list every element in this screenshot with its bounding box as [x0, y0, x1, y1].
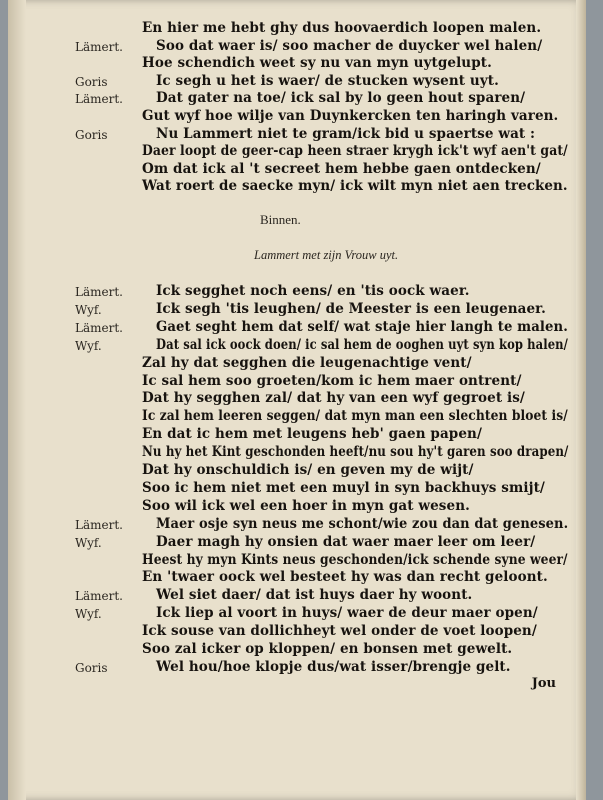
verse-text: Dat gater na toe/ ick sal by lo geen hout sparen/ [156, 90, 526, 107]
verse-text: Dat hy onschuldich is/ en geven my de wijt/ [142, 462, 474, 478]
verse-line [8, 301, 586, 319]
verse-line [8, 587, 586, 605]
verse-text: Wel siet daer/ dat ist huys daer hy woont. [156, 587, 473, 604]
verse-line [8, 408, 586, 426]
speaker-label: Lämert. [75, 517, 123, 532]
speaker-label: Lämert. [75, 285, 123, 299]
verse-line [8, 55, 586, 73]
speaker-label: Lämert. [75, 589, 123, 604]
verse-text: Gut wyf hoe wilje van Duynkercken ten haringh varen. [142, 108, 559, 124]
verse-line [8, 38, 586, 56]
book-page [8, 0, 586, 800]
speaker-label: Lämert. [75, 92, 123, 107]
verse-line [8, 498, 586, 516]
verse-line [8, 426, 586, 444]
verse-line [8, 605, 586, 623]
verse-text: Ick liep al voort in huys/ waer de deur maer open/ [156, 605, 538, 622]
verse-text: En 'twaer oock wel besteet hy was dan recht geloont. [142, 569, 548, 586]
verse-line [8, 534, 586, 552]
verse-line [8, 390, 586, 408]
verse-text: Ic sal hem soo groeten/kom ic hem maer ontrent/ [142, 372, 522, 389]
verse-line [8, 355, 586, 373]
verse-text: Dat hy segghen zal/ dat hy van een wyf gegroet is/ [142, 390, 525, 407]
verse-line [8, 516, 586, 534]
scene-heading: Lammert met zijn Vrouw uyt. [254, 248, 399, 262]
verse-line [8, 462, 586, 480]
verse-line [8, 319, 586, 337]
verse-line [8, 569, 586, 587]
stage-direction: Binnen. [260, 212, 301, 227]
verse-line [8, 283, 586, 301]
verse-text: Soo ic hem niet met een muyl in syn backhuys smijt/ [142, 479, 545, 496]
speaker-label: Lämert. [75, 39, 123, 54]
verse-text: Zal hy dat segghen die leugenachtige vent/ [142, 354, 472, 371]
verse-line [8, 178, 586, 196]
catchword: Jou [531, 676, 556, 691]
verse-line [8, 623, 586, 641]
verse-text: Dat sal ick oock doen/ ic sal hem de ooghen uyt syn kop halen/ [156, 336, 568, 353]
verse-text: Wel hou/hoe klopje dus/wat isser/brengje gelt. [156, 658, 511, 675]
verse-line [8, 20, 586, 38]
verse-text: Ick souse van dollichheyt wel onder de voet loopen/ [142, 623, 537, 640]
verse-text: Nu hy het Kint geschonden heeft/nu sou hy't garen soo drapen/ [142, 444, 569, 461]
verse-line [8, 90, 586, 108]
verse-line [8, 641, 586, 659]
verse-text: Ic zal hem leeren seggen/ dat myn man een slechten bloet is/ [142, 408, 568, 425]
verse-line [8, 108, 586, 126]
verse-text: Om dat ick al 't secreet hem hebbe gaen ontdecken/ [142, 160, 541, 177]
verse-text: Daer loopt de geer-cap heen straer krygh ick't wyf aen't gat/ [142, 143, 568, 160]
verse-text: En hier me hebt ghy dus hoovaerdich loopen malen. [142, 20, 542, 36]
verse-line [8, 373, 586, 391]
verse-text: Ick segh 'tis leughen/ de Meester is een leugenaer. [156, 300, 546, 317]
verse-text: Daer magh hy onsien dat waer maer leer om leer/ [156, 533, 536, 550]
verse-text: Wat roert de saecke myn/ ick wilt myn niet aen trecken. [142, 178, 568, 195]
verse-line [8, 73, 586, 91]
speaker-label: Wyf. [75, 338, 102, 353]
verse-line [8, 143, 586, 161]
speaker-label: Goris [75, 660, 108, 675]
verse-line [8, 552, 586, 570]
verse-line [8, 126, 586, 144]
verse-line [8, 161, 586, 179]
speaker-label: Goris [75, 74, 108, 89]
verse-line [8, 659, 586, 677]
verse-text: Ick segghet noch eens/ en 'tis oock waer. [156, 283, 470, 299]
speaker-label: Wyf. [75, 535, 102, 550]
verse-text: Heest hy myn Kints neus geschonden/ick schende syne weer/ [142, 551, 568, 568]
verse-text: En dat ic hem met leugens heb' gaen papen/ [142, 426, 482, 443]
verse-text: Ic segh u het is waer/ de stucken wysent uyt. [156, 72, 499, 89]
verse-text: Soo dat waer is/ soo macher de duycker wel halen/ [156, 37, 543, 54]
verse-text: Soo zal icker op kloppen/ en bonsen met gewelt. [142, 641, 513, 657]
verse-text: Hoe schendich weet sy nu van myn uytgelupt. [142, 55, 492, 72]
speaker-label: Wyf. [75, 607, 102, 622]
verse-text: Maer osje syn neus me schont/wie zou dan dat genesen. [156, 515, 569, 532]
verse-line [8, 444, 586, 462]
verse-text: Nu Lammert niet te gram/ick bid u spaertse wat : [156, 125, 536, 142]
verse-text: Gaet seght hem dat self/ wat staje hier langh te malen. [156, 318, 568, 335]
verse-text: Soo wil ick wel een hoer in myn gat wesen. [142, 497, 470, 514]
speaker-label: Wyf. [75, 302, 102, 317]
verse-line [8, 337, 586, 355]
verse-line [8, 480, 586, 498]
speaker-label: Goris [75, 127, 108, 142]
speaker-label: Lämert. [75, 320, 123, 335]
